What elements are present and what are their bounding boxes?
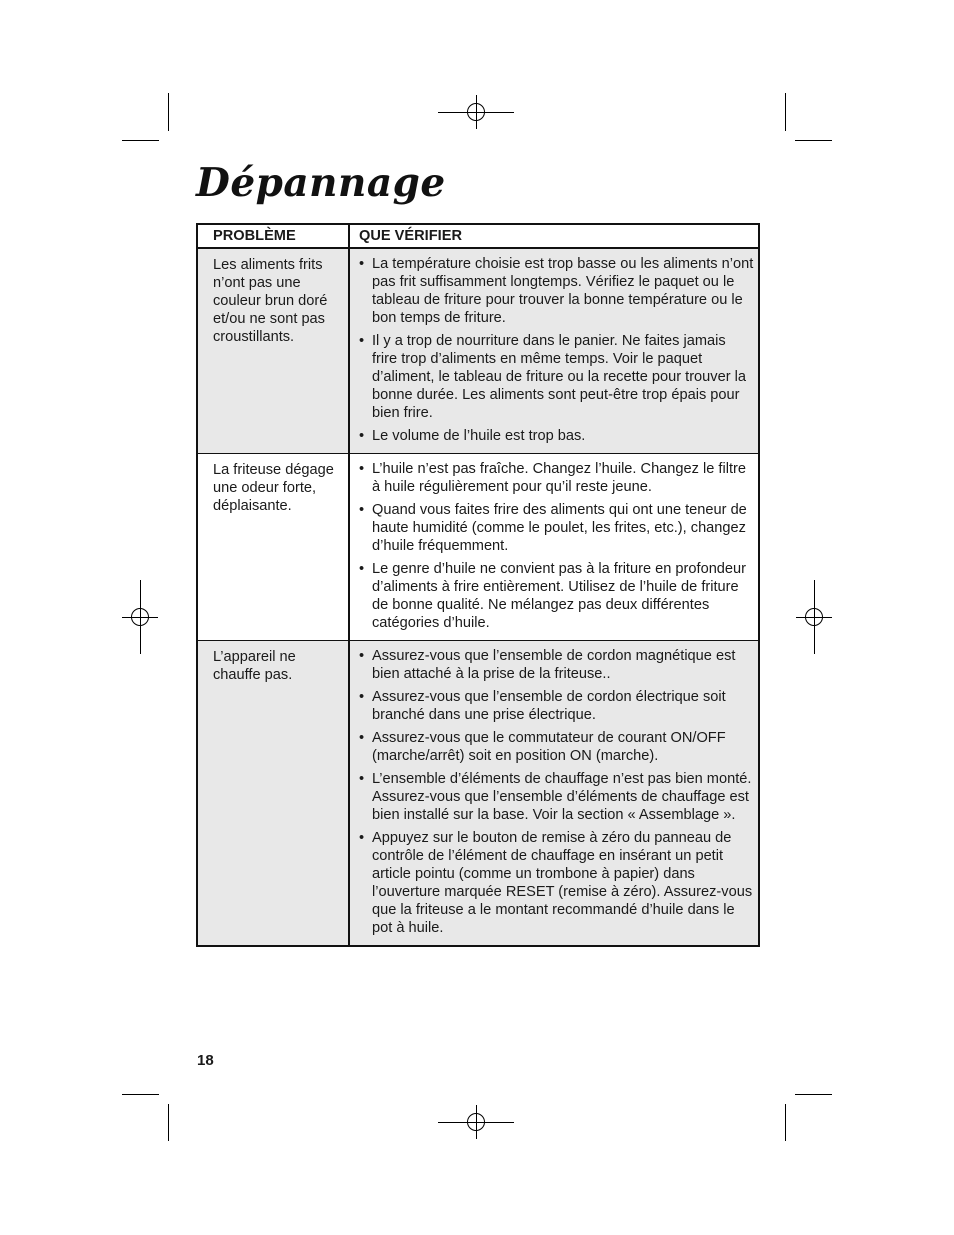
header-check: QUE VÉRIFIER <box>349 224 759 248</box>
table-header-row <box>197 224 759 248</box>
bullet: • <box>359 428 365 444</box>
list-item: • Assurez-vous que l’ensemble de cordon électrique soit branché dans une prise électrique. <box>359 689 726 723</box>
list-item: • Le genre d’huile ne convient pas à la friture en profondeur d’aliments à frire entièrement. Utilisez de l’huile de friture de bonne qualité. Ne mélangez pas deux différentes catégories d’huile. <box>359 561 747 631</box>
bullet: • <box>359 689 365 705</box>
bullet: • <box>359 333 365 349</box>
troubleshooting-table <box>196 223 760 947</box>
list-item: • L’huile n’est pas fraîche. Changez l’huile. Changez le filtre à huile régulièrement pour qu’il reste jeune. <box>359 461 746 495</box>
bullet: • <box>359 648 365 664</box>
check-list <box>358 255 754 445</box>
list-item: • La température choisie est trop basse ou les aliments n’ont pas frit suffisamment longtemps. Vérifiez le paquet ou le tableau de friture pour trouver la bonne température ou le bon temps de friture. <box>359 256 754 326</box>
check-cell <box>349 454 759 641</box>
page-number: 18 <box>197 1052 214 1069</box>
page-title: Dépannage <box>196 160 446 206</box>
check-cell <box>349 248 759 454</box>
bullet: • <box>359 771 365 787</box>
list-item: • Assurez-vous que l’ensemble de cordon magnétique est bien attaché à la prise de la friteuse.. <box>359 648 736 682</box>
list-item: • Appuyez sur le bouton de remise à zéro du panneau de contrôle de l’élément de chauffage en insérant un petit article pointu (comme un trombone à papier) dans l’ouverture marquée RESET (remise à zéro). Assurez-vous que la friteuse a le montant recommandé d’huile dans le pot à huile. <box>359 830 753 936</box>
check-cell <box>349 641 759 947</box>
list-item: • Assurez-vous que le commutateur de courant ON/OFF (marche/arrêt) soit en position ON (marche). <box>359 730 726 764</box>
bullet: • <box>359 461 365 477</box>
table-row <box>197 454 759 641</box>
check-list <box>358 647 754 937</box>
table-row <box>197 641 759 947</box>
problem-cell: L’appareil ne chauffe pas. <box>197 641 349 947</box>
header-problem: PROBLÈME <box>197 224 349 248</box>
bullet: • <box>359 502 365 518</box>
problem-cell: Les aliments frits n’ont pas une couleur brun doré et/ou ne sont pas croustillants. <box>197 248 349 454</box>
list-item: • Le volume de l’huile est trop bas. <box>359 428 586 444</box>
list-item: • Il y a trop de nourriture dans le panier. Ne faites jamais frire trop d’aliments en même temps. Voir le paquet d’aliment, le tableau de friture ou la recette pour trouver la bonne durée. Les aliments sont peut-être trop épais pour bien frire. <box>359 333 746 421</box>
bullet: • <box>359 256 365 272</box>
table-row <box>197 248 759 454</box>
list-item: • L’ensemble d’éléments de chauffage n’est pas bien monté. Assurez-vous que l’ensemble d’éléments de chauffage est bien installé sur la base. Voir la section « Assemblage ». <box>359 771 752 823</box>
check-list <box>358 460 754 632</box>
problem-cell: La friteuse dégage une odeur forte, déplaisante. <box>197 454 349 641</box>
bullet: • <box>359 561 365 577</box>
list-item: • Quand vous faites frire des aliments qui ont une teneur de haute humidité (comme le poulet, les frites, etc.), changez d’huile fréquemment. <box>359 502 747 554</box>
bullet: • <box>359 830 365 846</box>
bullet: • <box>359 730 365 746</box>
